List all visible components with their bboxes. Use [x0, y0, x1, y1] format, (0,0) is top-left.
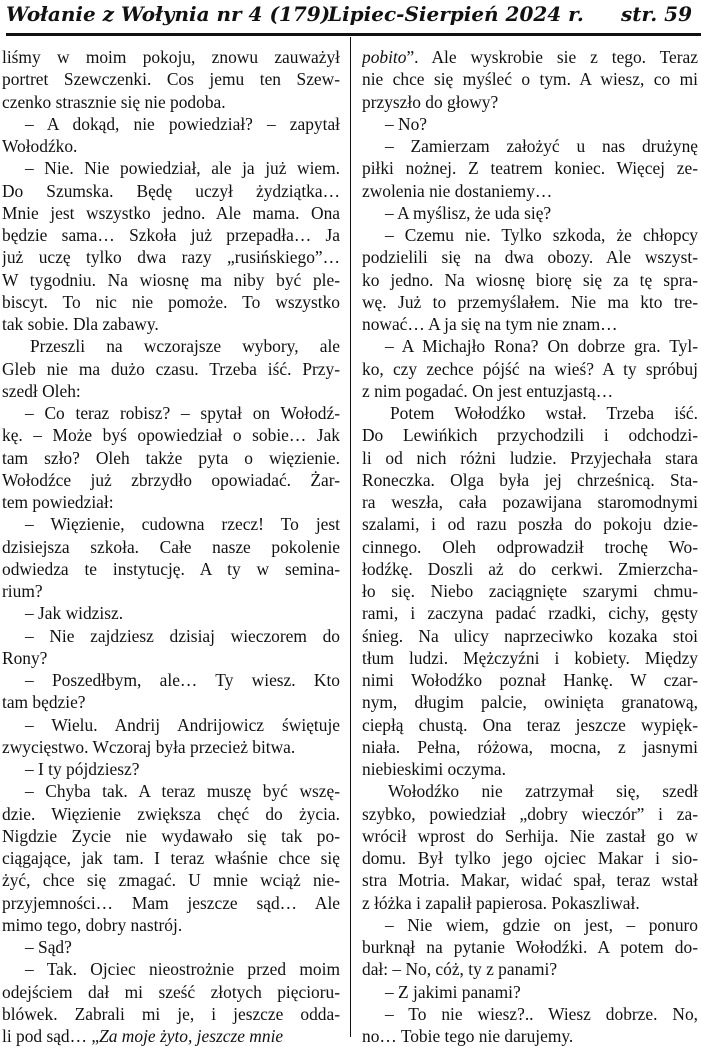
text-line: – Z jakimi panami? — [385, 981, 521, 1002]
text-line: Roneczka. Olga była jej chrześnicą. Sta- — [362, 469, 698, 490]
text-line: – Poszedłbym, ale… Ty wiesz. Kto — [25, 670, 340, 690]
left-text-column — [2, 46, 340, 1047]
text-line: Mnie jest wszystko jedno. Ale mama. Ona — [2, 202, 340, 223]
running-header — [6, 0, 696, 30]
text-line: niała. Pełna, różowa, mocna, z jasnymi — [362, 736, 698, 757]
text-line: śnieg. Na ulicy naprzeciwko kozaka stoi — [362, 625, 698, 646]
text-line: piłki nożnej. Z teatrem koniec. Więcej ze- — [362, 158, 698, 179]
text-line: odwiedza te instytucję. A ty w semina- — [2, 558, 340, 579]
text-line: podzielili się na dwa obozy. Ale wszyst- — [362, 247, 698, 268]
column-divider — [350, 37, 351, 1037]
text-line: – Chyba tak. A teraz muszę być wszę- — [25, 781, 340, 802]
text-line: już uczę tylko dwa razy „rusińskiego”… — [2, 247, 340, 268]
text-line: zwolenia nie dostaniemy… — [362, 180, 553, 201]
text-line: tam będzie? — [2, 692, 86, 713]
text-line: ciągające, jak tam. I teraz właśnie chce się — [2, 848, 340, 868]
text-line: ko jedno. Na wiosnę biorę się za tę spra- — [362, 269, 698, 290]
text-line: szedł Oleh: — [2, 380, 81, 401]
text-line: z nim pogadać. On jest entuzjastą… — [362, 380, 614, 401]
text-line: ciepłą chustą. Ona teraz jeszcze wypięk- — [362, 714, 698, 735]
italic-text-run: Za moje żyto, jeszcze mnie — [99, 1026, 284, 1046]
text-line: – To nie wiesz?.. Wiesz dobrze. No, — [385, 1003, 698, 1024]
text-line: szybko, powiedział „dobry wieczór” i za- — [362, 803, 698, 824]
text-line: z łóżka i zapalił papierosa. Pokaszliwał. — [362, 892, 640, 913]
text-line: – A Michajło Rona? On dobrze gra. Tyl- — [385, 336, 698, 357]
page-number: str. 59 — [621, 2, 692, 26]
text-line: tak sobie. Dla zabawy. — [2, 314, 159, 334]
text-line: Wołodźce już zbrzydło opowiadać. Żar- — [2, 469, 340, 490]
text-line: domu. Był tylko jego ojciec Makar i sio- — [362, 848, 698, 868]
text-line: nimi Wołodźko poznał Hankę. W czar- — [362, 670, 698, 690]
text-line: nym, długim palcie, owinięta granatową, — [362, 692, 698, 713]
text-line: Do Lewińkich przychodzili i odchodzi- — [362, 425, 698, 446]
text-line: Wołodźko. — [2, 136, 78, 156]
text-line: – I ty pójdziesz? — [25, 759, 140, 779]
text-line: Do Szumska. Będę uczył żydziątka… — [2, 180, 340, 201]
text-line: Przeszli na wczorajsze wybory, ale — [30, 336, 340, 357]
text-line: Gleb nie ma dużo czasu. Trzeba iść. Przy- — [2, 358, 340, 379]
text-run: li pod sąd… „ — [2, 1026, 100, 1046]
text-line: tłum ludzi. Mężczyźni i kobiety. Między — [362, 647, 698, 668]
text-line: zwycięstwo. Wczoraj była przecież bitwa. — [2, 736, 296, 757]
text-line: – Więzienie, cudowna rzecz! To jest — [25, 514, 340, 535]
text-line: Potem Wołodźko wstał. Trzeba iść. — [390, 403, 698, 423]
text-line: dzisiejsza szkoła. Całe nasze pokolenie — [2, 536, 340, 557]
text-line: Wołodźko nie zatrzymał się, szedł — [388, 781, 698, 802]
text-line: cinnego. Oleh odprowadził trochę Wo- — [362, 536, 698, 557]
text-line: portret Szewczenki. Cos jemu ten Szew- — [2, 69, 340, 90]
right-text-column — [362, 46, 698, 1047]
text-line: – Nie. Nie powiedział, ale ja już wiem. — [25, 158, 340, 179]
text-line: łodźkę. Doszli aż do cerkwi. Zmierzcha- — [362, 558, 698, 579]
text-line: szalami, i od razu poszła do pokoju dzie- — [362, 514, 698, 535]
text-line: W tygodniu. Na wiosnę ma niby być ple- — [2, 269, 340, 290]
text-line: żyć, chce się zmagać. U mnie wciąż nie- — [2, 870, 340, 891]
italic-text-run: pobito — [362, 47, 407, 67]
text-line: – Co teraz robisz? – spytał on Wołodź- — [25, 403, 340, 423]
text-line: liśmy w moim pokoju, znowu zauważył — [2, 47, 340, 67]
text-line: ło się. Niebo zaciągnięte szarymi chmu- — [362, 581, 698, 601]
text-line: przyszło do głowy? — [362, 91, 499, 112]
text-line: ra weszła, cała pozawijana staromodnymi — [362, 492, 698, 512]
text-line: – Nie wiem, gdzie on jest, – ponuro — [385, 914, 698, 935]
text-line: – A dokąd, nie powiedział? – zapytał — [25, 113, 340, 134]
text-line — [362, 46, 698, 68]
text-line: – Tak. Ojciec nieostrożnie przed moim — [25, 959, 340, 980]
header-rule — [6, 33, 701, 36]
text-line: przyjemności… Mam jeszcze sąd… Ale — [2, 892, 340, 913]
text-line: – A myślisz, że uda się? — [385, 202, 552, 223]
text-line: – Zamierzam założyć u nas drużynę — [385, 136, 698, 156]
text-line: czenko strasznie się nie podoba. — [2, 91, 226, 112]
text-line: – No? — [385, 113, 428, 134]
text-line: odejściem dał mi sześć złotych pięcioru- — [2, 981, 340, 1002]
text-line — [2, 1025, 340, 1047]
journal-issue-title: Wołanie z Wołynia nr 4 (179) — [6, 2, 331, 26]
text-line: tem powiedział: — [2, 492, 114, 512]
text-line: blówek. Zabrali mi je, i jeszcze odda- — [2, 1003, 340, 1024]
text-line: li od nich różni ludzie. Przyjechała stara — [362, 447, 698, 468]
text-line: – Czemu nie. Tylko szkoda, że chłopcy — [385, 225, 698, 245]
text-line: biscyt. To nic nie pomoże. To wszystko — [2, 291, 340, 312]
text-line: tam szło? Oleh także pyta o więzienie. — [2, 447, 340, 468]
text-line: – Sąd? — [25, 937, 72, 957]
text-line: będzie sama… Szkoła już przepadła… Ja — [2, 225, 340, 245]
text-line: niebieskimi oczyma. — [362, 759, 506, 779]
text-line: kę. – Może byś opowiedział o sobie… Jak — [2, 425, 340, 446]
text-line: rami, i zaczyna padać rzadki, cichy, gęsty — [362, 603, 698, 624]
text-line: burknął na pytanie Wołodźki. A potem do- — [362, 937, 698, 957]
text-line: dał: – No, cóż, ty z panami? — [362, 959, 558, 980]
text-line: – Nie zajdziesz dzisiaj wieczorem do — [25, 625, 340, 646]
text-line: ko, czy zechce pójść na wieś? A ty spróbuj — [362, 358, 698, 379]
text-line: – Jak widzisz. — [25, 603, 124, 624]
text-line: dzie. Więzienie zwiększa chęć do życia. — [2, 803, 340, 824]
text-line: Rony? — [2, 647, 48, 668]
issue-date: Lipiec-Sierpień 2024 r. — [328, 2, 584, 26]
text-line: – Wielu. Andrij Andrijowicz świętuje — [25, 714, 340, 735]
text-run: ”. Ale wyskrobie sie z tego. Teraz — [406, 47, 698, 67]
text-line: mimo tego, dobry nastrój. — [2, 914, 183, 935]
text-line: wrócił wprost do Serhija. Nie zastał go w — [362, 825, 698, 846]
text-line: stra Motria. Makar, widać spał, teraz wstał — [362, 870, 698, 891]
text-line: nie chce się myśleć o tym. A wiesz, co mi — [362, 69, 698, 90]
text-line: rium? — [2, 581, 43, 601]
text-line: Nigdzie Zycie nie wydawało się tak po- — [2, 825, 340, 846]
text-line: wę. Już to przemyślałem. Nie ma kto tre- — [362, 291, 698, 312]
text-line: nować… A ja się na tym nie znam… — [362, 314, 618, 334]
text-line: no… Tobie tego nie darujemy. — [362, 1026, 574, 1046]
